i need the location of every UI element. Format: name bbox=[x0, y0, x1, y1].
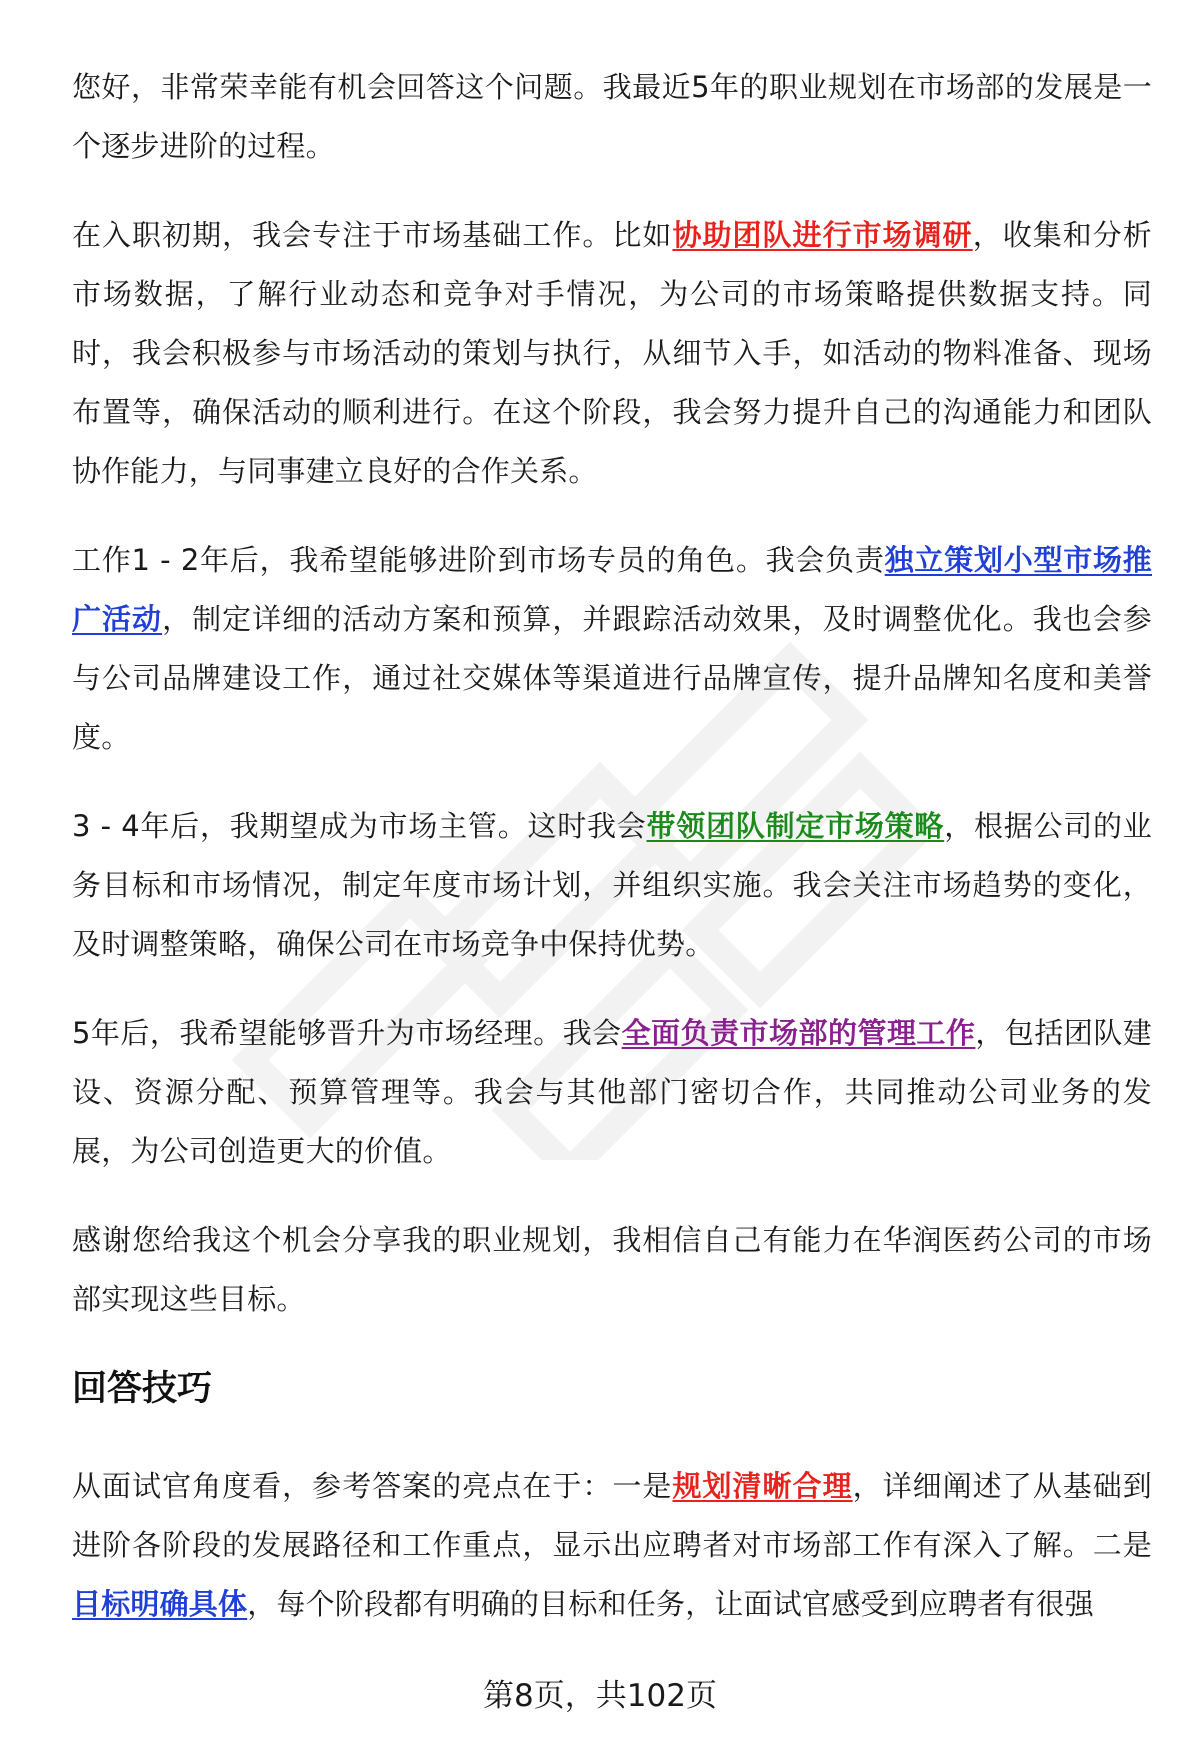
main-content bbox=[72, 58, 1152, 1664]
paragraph-text: 工作1 - 2年后，我希望能够进阶到市场专员的角色。我会负责 bbox=[72, 543, 885, 577]
paragraph-text: 3 - 4年后，我期望成为市场主管。这时我会 bbox=[72, 809, 647, 843]
highlight-blue-phrase: 目标明确具体 bbox=[72, 1587, 248, 1621]
answer-paragraph-6 bbox=[72, 1211, 1152, 1329]
paragraph-text: 在入职初期，我会专注于市场基础工作。比如 bbox=[72, 218, 673, 252]
section-heading: 回答技巧 bbox=[72, 1369, 213, 1409]
answer-paragraph-5 bbox=[72, 1004, 1152, 1181]
paragraph-text: 从面试官角度看，参考答案的亮点在于：一是 bbox=[72, 1469, 673, 1503]
paragraph-text: ，每个阶段都有明确的目标和任务，让面试官感受到应聘者有很强 bbox=[247, 1587, 1095, 1621]
highlight-purple-phrase: 全面负责市场部的管理工作 bbox=[621, 1016, 976, 1050]
paragraph-text: ，详细阐述了从基础到进阶各阶段的发展路径和工作重点，显示出应聘者对市场部工作有深入了解。二是 bbox=[72, 1469, 1152, 1562]
paragraph-text: 您好，非常荣幸能有机会回答这个问题。我最近5年的职业规划在市场部的发展是一个逐步进阶的过程。 bbox=[72, 70, 1152, 163]
answer-paragraph-2 bbox=[72, 206, 1152, 501]
highlight-blue-phrase: 独立策划小型市场推广活动 bbox=[72, 543, 1152, 636]
highlight-green-phrase: 带领团队制定市场策略 bbox=[646, 809, 945, 843]
highlight-red-phrase: 协助团队进行市场调研 bbox=[672, 218, 973, 252]
page-number-footer: 第8页，共102页 bbox=[483, 1678, 717, 1714]
paragraph-text: 5年后，我希望能够晋升为市场经理。我会 bbox=[72, 1016, 622, 1050]
paragraph-text: ，收集和分析市场数据，了解行业动态和竞争对手情况，为公司的市场策略提供数据支持。同时，我会积极参与市场活动的策划与执行，从细节入手，如活动的物料准备、现场布置等，确保活动的顺利进行。在这个阶段，我会努力提升自己的沟通能力和团队协作能力，与同事建立良好的合作关系。 bbox=[72, 218, 1152, 488]
paragraph-text: 感谢您给我这个机会分享我的职业规划，我相信自己有能力在华润医药公司的市场部实现这些目标。 bbox=[72, 1223, 1152, 1316]
paragraph-text: ，制定详细的活动方案和预算，并跟踪活动效果，及时调整优化。我也会参与公司品牌建设工作，通过社交媒体等渠道进行品牌宣传，提升品牌知名度和美誉度。 bbox=[72, 602, 1152, 754]
answer-paragraph-1 bbox=[72, 58, 1152, 176]
highlight-red-phrase: 规划清晰合理 bbox=[672, 1469, 853, 1503]
paragraph-text: ，包括团队建设、资源分配、预算管理等。我会与其他部门密切合作，共同推动公司业务的发展，为公司创造更大的价值。 bbox=[72, 1016, 1152, 1168]
answer-paragraph-3 bbox=[72, 531, 1152, 767]
paragraph-text: ，根据公司的业务目标和市场情况，制定年度市场计划，并组织实施。我会关注市场趋势的变化，及时调整策略，确保公司在市场竞争中保持优势。 bbox=[72, 809, 1152, 961]
answer-paragraph-4 bbox=[72, 797, 1152, 974]
tips-paragraph bbox=[72, 1457, 1152, 1634]
